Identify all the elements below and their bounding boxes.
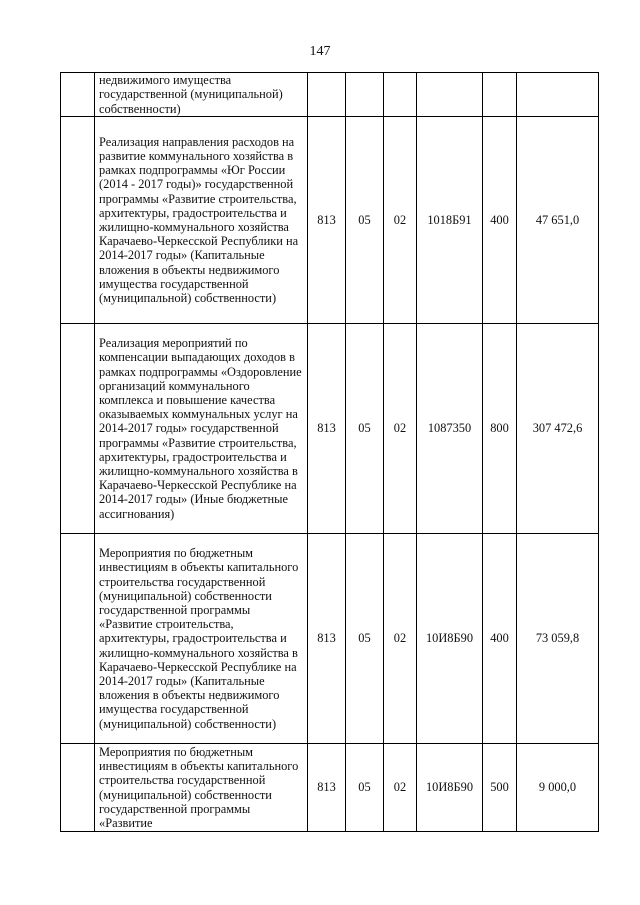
subsection-code: 02	[384, 324, 417, 534]
target-article-code: 1018Б91	[417, 117, 483, 324]
subsection-code	[384, 73, 417, 117]
ministry-code: 813	[308, 744, 346, 832]
ministry-code: 813	[308, 534, 346, 744]
row-description: Мероприятия по бюджетным инвестициям в объекты капитального строительства государственной (муниципальной) собственности государственной программы «Развитие строительства, архитектуры, градостроительства и жилищно-коммунального хозяйства в Карачаево-Черкесской Республике на 2014-2017 годы» (Капитальные вложения в объекты недвижимого имущества государственной (муниципальной) собственности)	[95, 534, 308, 744]
subsection-code: 02	[384, 117, 417, 324]
table-row	[61, 324, 599, 534]
target-article-code	[417, 73, 483, 117]
section-code: 05	[346, 744, 384, 832]
row-description: Реализация направления расходов на развитие коммунального хозяйства в рамках подпрограммы «Юг России (2014 - 2017 годы)» государственной программы «Развитие строительства, архитектуры, градостроительства и жилищно-коммунального хозяйства Карачаево-Черкесской Республики на 2014-2017 годы» (Капитальные вложения в объекты недвижимого имущества государственной (муниципальной) собственности)	[95, 117, 308, 324]
expense-type-code: 400	[483, 534, 517, 744]
empty-cell	[61, 73, 95, 117]
row-description: Мероприятия по бюджетным инвестициям в объекты капитального строительства государственной (муниципальной) собственности государственной программы «Развитие	[95, 744, 308, 832]
target-article-code: 10И8Б90	[417, 534, 483, 744]
expense-type-code	[483, 73, 517, 117]
section-code: 05	[346, 324, 384, 534]
section-code: 05	[346, 534, 384, 744]
table-row	[61, 534, 599, 744]
expense-type-code: 800	[483, 324, 517, 534]
target-article-code: 1087350	[417, 324, 483, 534]
empty-cell	[61, 117, 95, 324]
amount: 73 059,8	[517, 534, 599, 744]
subsection-code: 02	[384, 744, 417, 832]
ministry-code: 813	[308, 324, 346, 534]
expense-type-code: 500	[483, 744, 517, 832]
amount: 47 651,0	[517, 117, 599, 324]
subsection-code: 02	[384, 534, 417, 744]
amount: 307 472,6	[517, 324, 599, 534]
section-code	[346, 73, 384, 117]
ministry-code: 813	[308, 117, 346, 324]
empty-cell	[61, 744, 95, 832]
row-description: недвижимого имущества государственной (муниципальной) собственности)	[95, 73, 308, 117]
empty-cell	[61, 534, 95, 744]
row-description: Реализация мероприятий по компенсации выпадающих доходов в рамках подпрограммы «Оздоровление организаций коммунального комплекса и повышение качества оказываемых коммунальных услуг на 2014-2017 годы» государственной программы «Развитие строительства, архитектуры, градостроительства и жилищно-коммунального хозяйства в Карачаево-Черкесской Республике на 2014-2017 годы» (Иные бюджетные ассигнования)	[95, 324, 308, 534]
ministry-code	[308, 73, 346, 117]
table-row	[61, 73, 599, 117]
page-number: 147	[309, 44, 331, 59]
section-code: 05	[346, 117, 384, 324]
expense-type-code: 400	[483, 117, 517, 324]
table-row	[61, 117, 599, 324]
target-article-code: 10И8Б90	[417, 744, 483, 832]
empty-cell	[61, 324, 95, 534]
amount: 9 000,0	[517, 744, 599, 832]
table-row	[61, 744, 599, 832]
amount	[517, 73, 599, 117]
budget-table	[60, 72, 599, 832]
